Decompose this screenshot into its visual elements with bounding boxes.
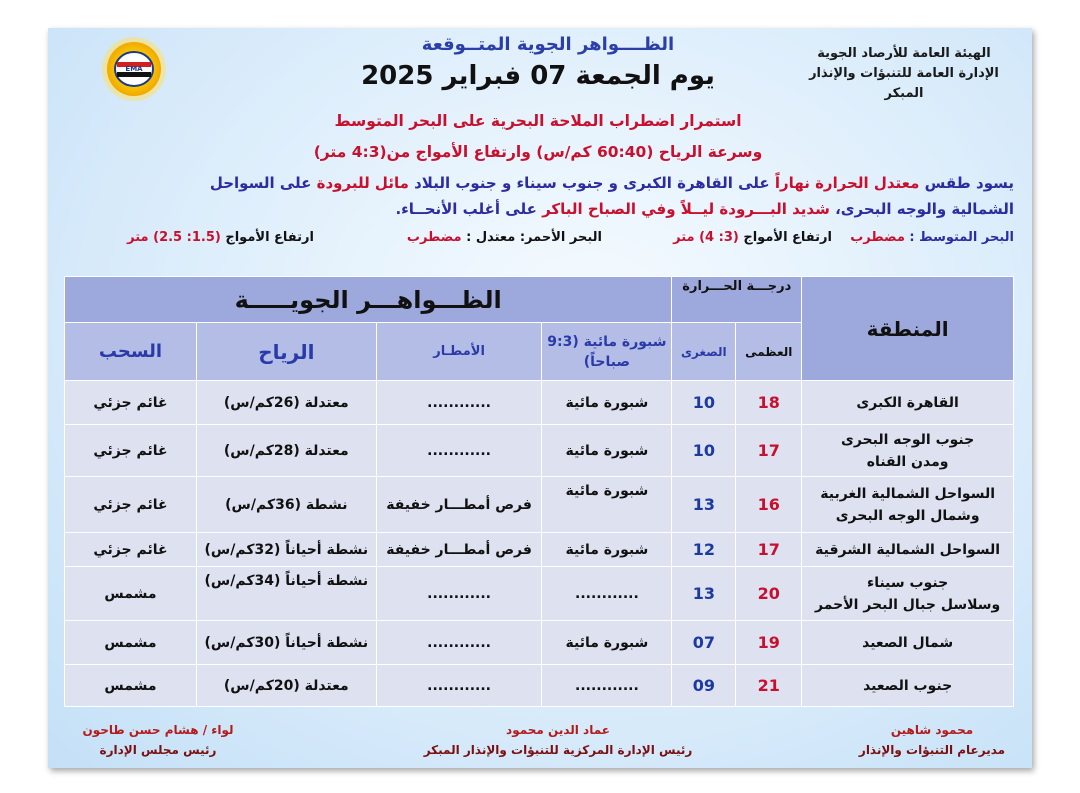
summary-text: والوجه البحرى، <box>835 200 947 218</box>
rain-cell: ............ <box>376 621 542 665</box>
table-row <box>65 477 1014 533</box>
wind-cell: معتدلة (20كم/س) <box>196 665 376 707</box>
max-temp-cell: 17 <box>736 533 802 567</box>
summary-text: يسود طقس <box>924 174 1014 192</box>
forecast-date: يوم الجمعة 07 فبراير 2025 <box>361 61 715 91</box>
table-row <box>65 567 1014 621</box>
wind-cell: نشطة (36كم/س) <box>196 477 376 533</box>
page-title: الظــــواهر الجوية المتــوقعة <box>421 34 675 55</box>
signer-name: عماد الدين محمود <box>506 723 610 737</box>
cloud-cell: غائم جزئي <box>65 425 197 477</box>
signature-central-director <box>388 720 728 760</box>
red-sea-waves: ارتفاع الأمواج (1.5: 2.5) متر <box>127 230 314 245</box>
summary-highlight: وفي الصباح الباكر <box>542 200 676 218</box>
cloud-cell: مشمس <box>65 621 197 665</box>
signature-forecast-director <box>842 720 1022 760</box>
ema-logo <box>92 36 176 102</box>
wind-cell: نشطة أحياناً (34كم/س) <box>196 567 376 621</box>
max-temp-header: العظمى <box>736 323 802 381</box>
table-row <box>65 381 1014 425</box>
rain-cell: ............ <box>376 381 542 425</box>
org-name: الهيئة العامة للأرصاد الجوية <box>817 46 991 61</box>
fog-cell: ............ <box>542 665 672 707</box>
wind-cell: معتدلة (26كم/س) <box>196 381 376 425</box>
summary-highlight: مائل للبرودة <box>316 174 409 192</box>
rain-cell: ............ <box>376 567 542 621</box>
max-temp-cell: 21 <box>736 665 802 707</box>
region-header: المنطقة <box>802 277 1014 381</box>
wind-cell: نشطة أحياناً (32كم/س) <box>196 533 376 567</box>
fog-cell: شبورة مائية <box>542 533 672 567</box>
region-cell: جنوب سيناء وسلاسل جبال البحر الأحمر <box>802 567 1014 621</box>
signer-title: رئيس الإدارة المركزية للتنبؤات والإنذار المبكر <box>423 743 693 757</box>
table-row <box>65 665 1014 707</box>
min-temp-cell: 10 <box>672 425 736 477</box>
wind-cell: معتدلة (28كم/س) <box>196 425 376 477</box>
region-cell: جنوب الوجه البحرى ومدن القناه <box>802 425 1014 477</box>
rain-header: الأمطـار <box>376 323 542 381</box>
region-cell: السواحل الشمالية الغربية وشمال الوجه البحرى <box>802 477 1014 533</box>
region-cell: القاهرة الكبرى <box>802 381 1014 425</box>
cloud-cell: غائم جزئي <box>65 381 197 425</box>
summary-highlight: معتدل الحرارة نهاراً <box>774 174 920 192</box>
signer-title: رئيس مجلس الإدارة <box>99 743 217 757</box>
min-temp-header: الصغرى <box>672 323 736 381</box>
rain-cell: فرص أمطـــار خفيفة <box>376 477 542 533</box>
signer-name: محمود شاهين <box>890 723 974 737</box>
region-cell: شمال الصعيد <box>802 621 1014 665</box>
signature-chairman <box>78 720 238 760</box>
wind-wave-alert-line: وسرعة الرياح (60:40 كم/س) وارتفاع الأمواج من(4:3 متر) <box>313 143 763 161</box>
min-temp-cell: 13 <box>672 477 736 533</box>
rain-cell: فرص أمطـــار خفيفة <box>376 533 542 567</box>
fog-cell: شبورة مائية <box>542 621 672 665</box>
table-row <box>65 425 1014 477</box>
fog-header: شبورة مائية (9:3 صباحاً) <box>542 323 672 381</box>
mediterranean-waves: ارتفاع الأمواج (3: 4) متر <box>673 230 832 245</box>
temperature-header: درجـــة الحـــرارة <box>672 277 802 323</box>
signer-name: لواء / هشام حسن طاحون <box>82 723 234 737</box>
logo-text: EMA <box>125 65 143 73</box>
summary-text: على السواحل الشمالية <box>209 174 1014 218</box>
cloud-cell: غائم جزئي <box>65 533 197 567</box>
min-temp-cell: 07 <box>672 621 736 665</box>
wind-cell: نشطة أحياناً (30كم/س) <box>196 621 376 665</box>
summary-text: على أغلب الأنحــاء. <box>395 200 537 218</box>
fog-cell: ............ <box>542 567 672 621</box>
min-temp-cell: 09 <box>672 665 736 707</box>
region-cell: السواحل الشمالية الشرقية <box>802 533 1014 567</box>
weather-summary <box>158 170 1014 222</box>
sea-alert-line: استمرار اضطراب الملاحة البحرية على البحر المتوسط <box>334 112 742 130</box>
summary-highlight: شديد البـــرودة ليــلاً <box>680 200 830 218</box>
fog-cell: شبورة مائية <box>542 381 672 425</box>
min-temp-cell: 13 <box>672 567 736 621</box>
max-temp-cell: 16 <box>736 477 802 533</box>
summary-text: على القاهرة الكبرى و جنوب سيناء و جنوب البلاد <box>414 174 770 192</box>
rain-cell: ............ <box>376 665 542 707</box>
organization-header <box>794 44 1014 104</box>
fog-cell: شبورة مائية <box>542 425 672 477</box>
mediterranean-sea-status: البحر المتوسط : مضطرب <box>850 230 1014 245</box>
cloud-cell: مشمس <box>65 665 197 707</box>
cloud-header: السحب <box>65 323 197 381</box>
table-row <box>65 533 1014 567</box>
max-temp-cell: 18 <box>736 381 802 425</box>
rain-cell: ............ <box>376 425 542 477</box>
org-department: الإدارة العامة للتنبؤات والإنذار المبكر <box>809 66 999 101</box>
cloud-cell: غائم جزئي <box>65 477 197 533</box>
fog-cell: شبورة مائية <box>542 477 672 533</box>
wind-header: الرياح <box>196 323 376 381</box>
max-temp-cell: 20 <box>736 567 802 621</box>
red-sea-status: البحر الأحمر: معتدل : مضطرب <box>406 230 602 245</box>
forecast-card <box>48 28 1032 768</box>
cloud-cell: مشمس <box>65 567 197 621</box>
min-temp-cell: 10 <box>672 381 736 425</box>
table-row <box>65 621 1014 665</box>
min-temp-cell: 12 <box>672 533 736 567</box>
forecast-table <box>64 276 1014 707</box>
phenomena-header: الظـــواهـــر الجويـــــة <box>65 277 672 323</box>
signer-title: مديرعام التنبؤات والإنذار <box>858 743 1006 757</box>
max-temp-cell: 17 <box>736 425 802 477</box>
max-temp-cell: 19 <box>736 621 802 665</box>
region-cell: جنوب الصعيد <box>802 665 1014 707</box>
